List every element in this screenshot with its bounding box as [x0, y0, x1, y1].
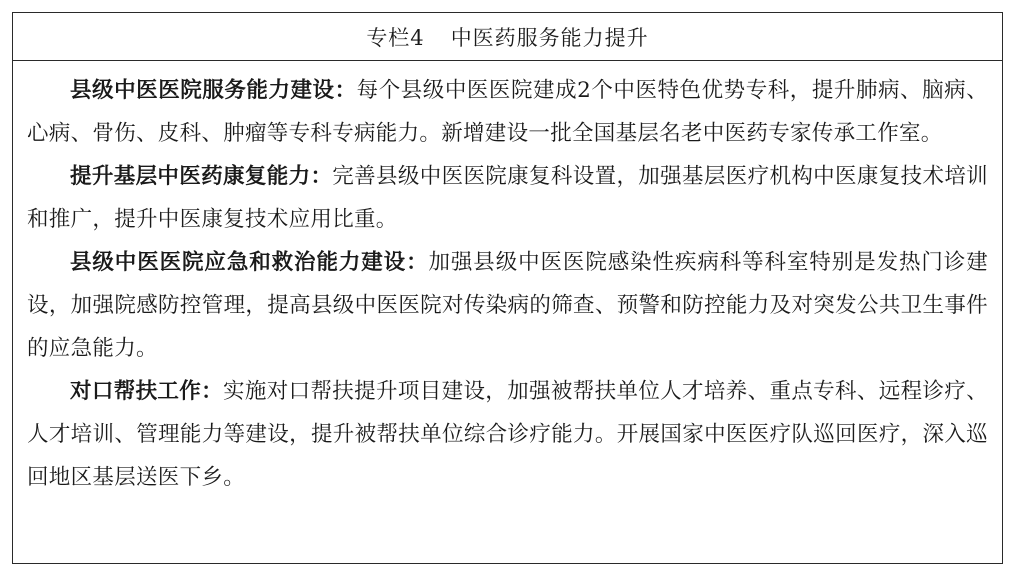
paragraph-lead: 县级中医医院应急和救治能力建设： — [70, 250, 429, 275]
paragraph-body: 完善县级中医医院康复科设置，加强基层医疗机构中医康复技术培训和推广，提升中医康复技术应用比重。 — [27, 164, 988, 232]
paragraph-county-hospital-service — [27, 69, 988, 155]
paragraph-body: 实施对口帮扶提升项目建设，加强被帮扶单位人才培养、重点专科、远程诊疗、人才培训、管理能力等建设，提升被帮扶单位综合诊疗能力。开展国家中医医疗队巡回医疗，深入巡回地区基层送医下乡。 — [27, 379, 988, 490]
paragraph-body: 加强县级中医医院感染性疾病科等科室特别是发热门诊建设，加强院感防控管理，提高县级中医医院对传染病的筛查、预警和防控能力及对突发公共卫生事件的应急能力。 — [27, 250, 988, 361]
column-label: 专栏4 — [366, 25, 425, 50]
paragraph-emergency-capacity — [27, 241, 988, 370]
paragraph-lead: 县级中医医院服务能力建设： — [70, 78, 357, 103]
paragraph-rehab-capacity — [27, 155, 988, 241]
column-content — [13, 61, 1002, 499]
paragraph-lead: 提升基层中医药康复能力： — [70, 164, 333, 189]
paragraph-body: 每个县级中医医院建成2个中医特色优势专科，提升肺病、脑病、心病、骨伤、皮科、肿瘤等专科专病能力。新增建设一批全国基层名老中医药专家传承工作室。 — [27, 78, 988, 146]
paragraph-lead: 对口帮扶工作： — [70, 379, 224, 404]
column-box — [12, 12, 1003, 564]
paragraph-paired-assistance — [27, 370, 988, 499]
column-title: 中医药服务能力提升 — [450, 25, 649, 50]
column-header — [13, 13, 1002, 61]
